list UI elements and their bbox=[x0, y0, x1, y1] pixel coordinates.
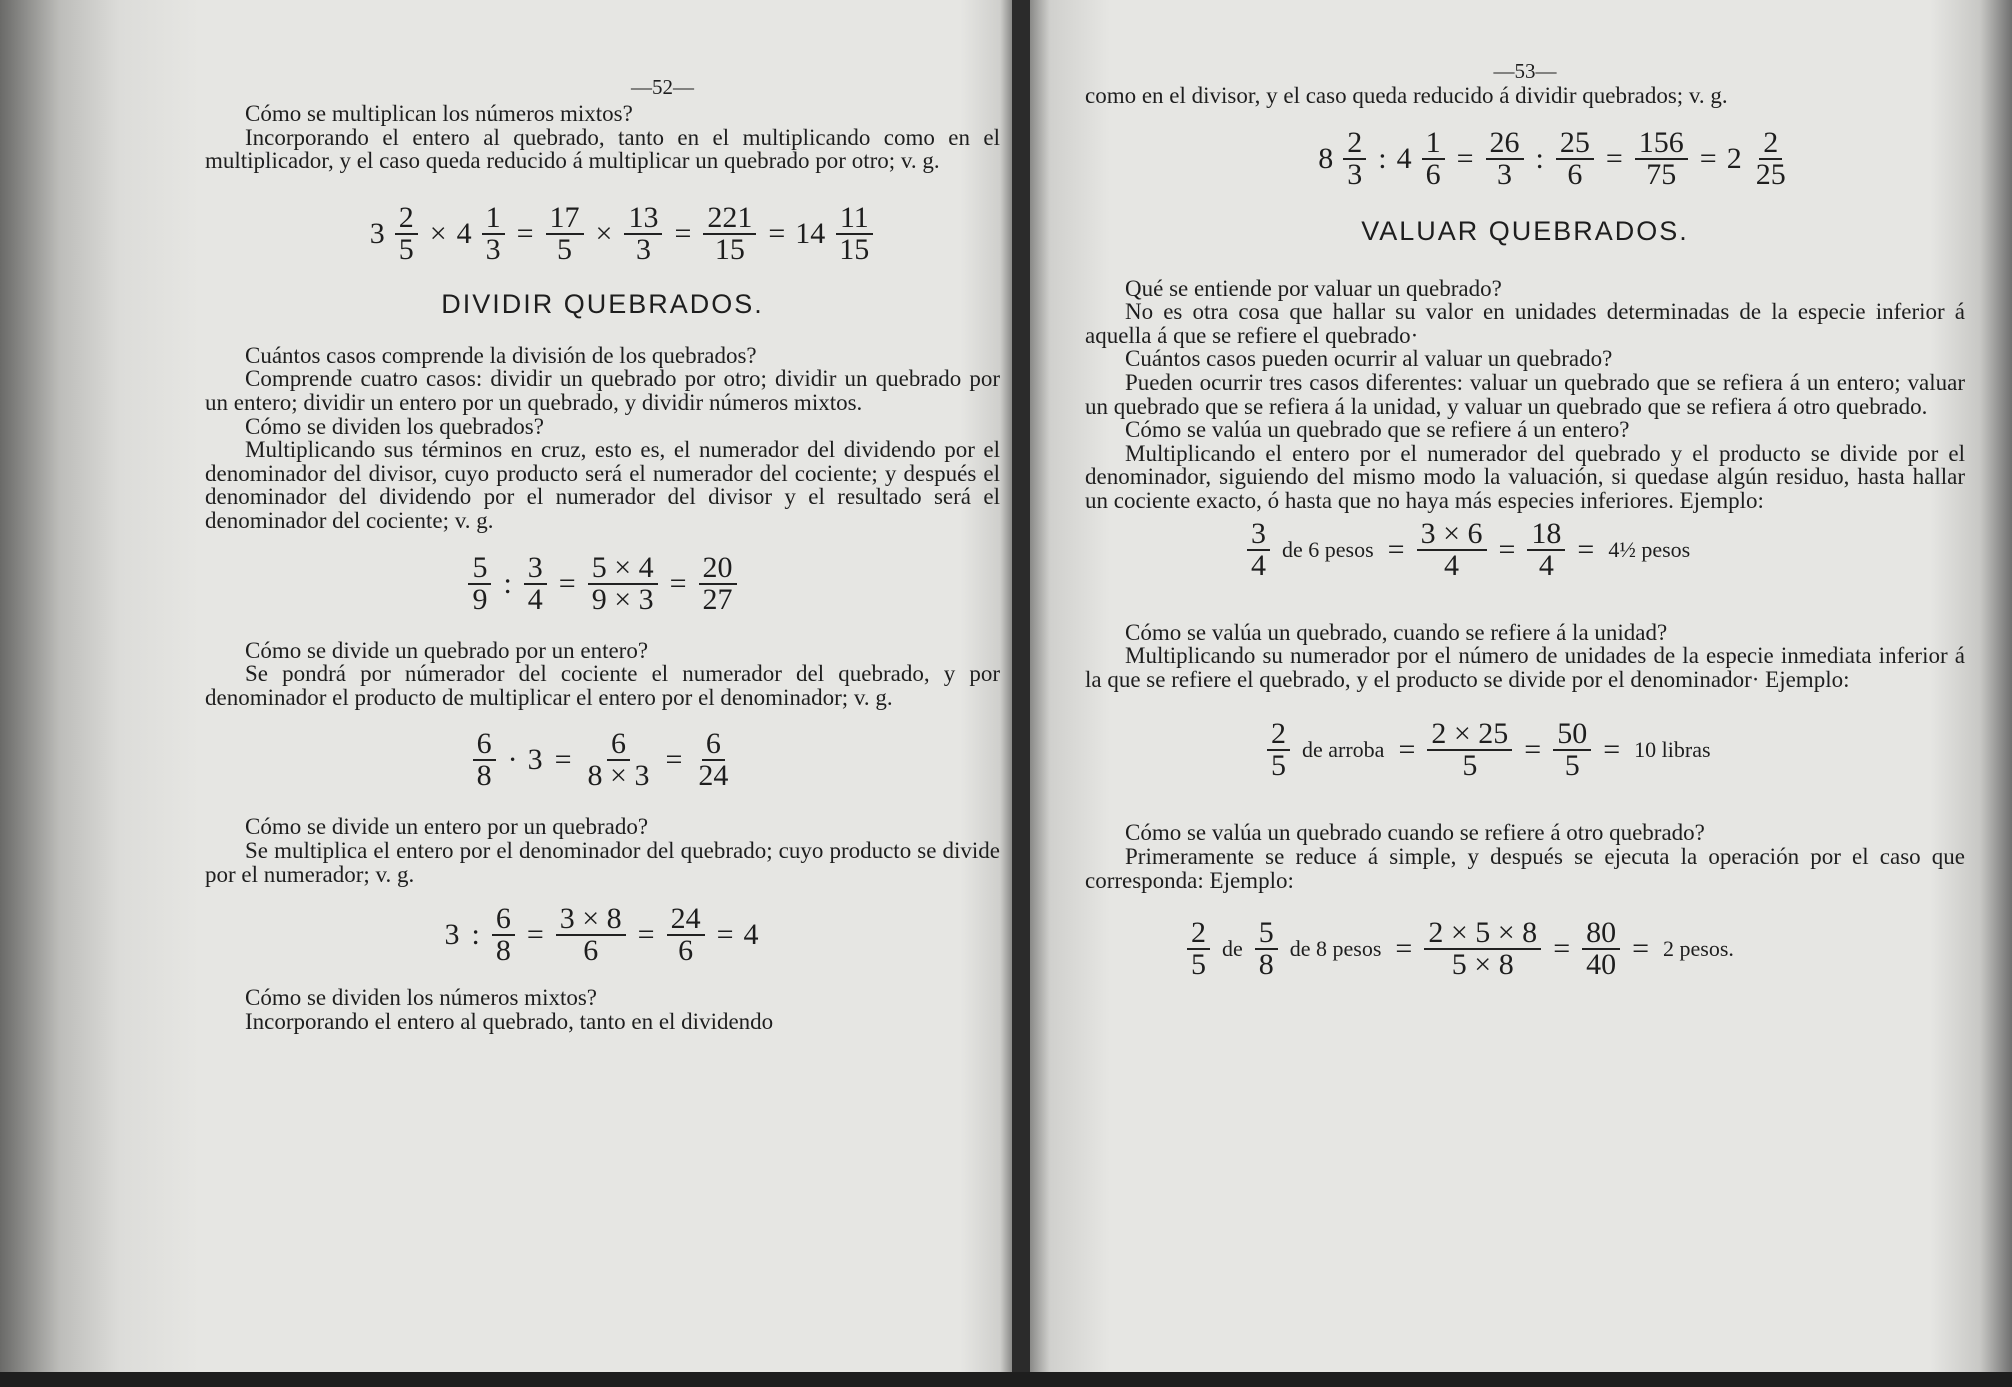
operator: = bbox=[1524, 733, 1542, 767]
question-division-cases: Cuántos casos comprende la división de los quebrados? bbox=[245, 342, 757, 368]
equation-divide-by-integer bbox=[205, 729, 1000, 791]
eq-term: 4 bbox=[743, 918, 759, 952]
answer-valuar-quebrado: Primeramente se reduce á simple, y después se ejecuta la operación por el caso que corresponda: Ejemplo: bbox=[1085, 843, 1965, 893]
fraction: $\frac{2}{5}$ bbox=[1185, 918, 1212, 980]
equation-divide-fractions bbox=[205, 550, 1000, 616]
operator: : bbox=[471, 918, 480, 952]
bottom-shadow bbox=[0, 1372, 2012, 1387]
fraction: $\frac{6}{8}$ bbox=[471, 729, 498, 791]
operator: : bbox=[1535, 141, 1544, 175]
right-page bbox=[1030, 0, 2012, 1387]
answer-valuar-cases: Pueden ocurrir tres casos diferentes: valuar un quebrado que se refiera á un entero; valuar un quebrado que se refiera á la unidad, y valuar un quebrado que se refiera á otro quebrado. bbox=[1085, 369, 1965, 419]
eq-term: de 8 pesos bbox=[1289, 936, 1382, 962]
fraction: $\frac{1}{3}$ bbox=[480, 203, 507, 265]
fraction: $\frac{2}{3}$ bbox=[1341, 128, 1368, 190]
fraction: $\frac{3}{4}$ bbox=[1245, 519, 1272, 581]
answer-valuar-unidad: Multiplicando su numerador por el número de unidades de la especie inmediata inferior á la que se refiere el quebrado, y el producto se divide por el denominador· Ejemplo: bbox=[1085, 643, 1965, 692]
equation-valuar-quebrado bbox=[1185, 918, 1965, 980]
operator: = bbox=[1553, 932, 1571, 966]
operator: = bbox=[716, 918, 734, 952]
equation-valuar-entero bbox=[1245, 516, 1965, 582]
equation-multiply-mixed bbox=[245, 200, 1000, 266]
fraction: $\frac{6}{8}$ bbox=[490, 904, 517, 966]
book-gutter bbox=[1012, 0, 1030, 1387]
equation-integer-by-fraction bbox=[205, 904, 1000, 966]
operator: = bbox=[516, 216, 534, 250]
fraction: $\frac{5 \times 4}{9 \times 3}$ bbox=[586, 553, 660, 615]
page-number-left: —52— bbox=[631, 75, 694, 99]
equation-valuar-unidad bbox=[1265, 719, 1965, 781]
equation-divide-mixed bbox=[1145, 125, 1965, 191]
fraction: $\frac{156}{75}$ bbox=[1633, 128, 1690, 190]
answer-integer-by-fraction: Se multiplica el entero por el denominador del quebrado; cuyo producto se divide por el numerador; v. g. bbox=[205, 837, 1000, 887]
fraction: $\frac{3}{4}$ bbox=[522, 553, 549, 615]
section-heading-valuar: VALUAR QUEBRADOS. bbox=[1361, 215, 1689, 246]
fraction: $\frac{50}{5}$ bbox=[1551, 719, 1593, 781]
question-divide-mixed: Cómo se dividen los números mixtos? bbox=[245, 985, 598, 1011]
fraction: $\frac{5}{9}$ bbox=[466, 553, 493, 615]
fraction: $\frac{20}{27}$ bbox=[697, 553, 739, 615]
operator: = bbox=[1498, 532, 1516, 566]
fraction: $\frac{2}{25}$ bbox=[1755, 125, 1786, 191]
operator: = bbox=[1603, 733, 1621, 767]
eq-term: 4 bbox=[1396, 141, 1412, 175]
answer-multiply-mixed: Incorporando el entero al quebrado, tanto en el multiplicando como en el multiplicador, y el caso queda reducido á multiplicar un quebrado por otro; v. g. bbox=[205, 124, 1000, 174]
eq-term: 3 bbox=[369, 216, 385, 250]
question-valuar-unidad: Cómo se valúa un quebrado, cuando se refiere á la unidad? bbox=[1125, 619, 1668, 645]
operator: = bbox=[1699, 141, 1717, 175]
fraction: $\frac{2 \times 5 \times 8}{5 \times 8}$ bbox=[1422, 918, 1543, 980]
operator: × bbox=[429, 216, 447, 250]
fraction: $\frac{17}{5}$ bbox=[544, 203, 586, 265]
eq-term: 4½ pesos bbox=[1608, 536, 1691, 562]
operator: = bbox=[669, 566, 687, 600]
page-number-right: —53— bbox=[1493, 59, 1557, 83]
question-divide-fractions: Cómo se dividen los quebrados? bbox=[245, 413, 544, 439]
fraction: $\frac{5}{8}$ bbox=[1253, 918, 1280, 980]
operator: = bbox=[1577, 532, 1595, 566]
answer-valuar-entero: Multiplicando el entero por el numerador del quebrado y el producto se divide por el denominador, siguiendo del mismo modo la valuación, si quedase algún residuo, hasta hallar un cociente exacto, ó hasta que no haya más especies inferiores. Ejemplo: bbox=[1085, 440, 1965, 513]
operator: = bbox=[1395, 932, 1413, 966]
eq-term: 4 bbox=[456, 216, 472, 250]
operator: = bbox=[1456, 141, 1474, 175]
eq-term: 8 bbox=[1318, 141, 1334, 175]
question-multiply-mixed: Cómo se multiplican los números mixtos? bbox=[245, 101, 633, 126]
continuation-divide-mixed: como en el divisor, y el caso queda reducido á dividir quebrados; v. g. bbox=[1085, 83, 1728, 108]
fraction: $\frac{2}{5}$ bbox=[393, 203, 420, 265]
fraction: $\frac{18}{4}$ bbox=[1525, 519, 1567, 581]
question-valuar-quebrado: Cómo se valúa un quebrado cuando se refiere á otro quebrado? bbox=[1125, 820, 1705, 846]
left-page-content bbox=[205, 0, 1000, 1033]
fraction: $\frac{1}{6}$ bbox=[1420, 128, 1447, 190]
eq-term: de arroba bbox=[1302, 737, 1385, 763]
operator: = bbox=[1398, 733, 1416, 767]
fraction: $\frac{6}{24}$ bbox=[698, 727, 729, 793]
question-valuar-entero: Cómo se valúa un quebrado que se refiere á un entero? bbox=[1125, 417, 1630, 443]
eq-term: de 6 pesos bbox=[1282, 536, 1374, 562]
answer-division-cases: Comprende cuatro casos: dividir un quebrado por otro; dividir un quebrado por un entero; dividir un entero por un quebrado, y dividir números mixtos. bbox=[205, 366, 1000, 415]
answer-divide-mixed: Incorporando el entero al quebrado, tanto en el dividendo bbox=[245, 1008, 774, 1034]
operator: : bbox=[503, 566, 512, 600]
eq-term: 2 bbox=[1726, 141, 1742, 175]
operator: · bbox=[507, 743, 518, 777]
question-valuar: Qué se entiende por valuar un quebrado? bbox=[1125, 275, 1502, 301]
fraction: $\frac{13}{3}$ bbox=[622, 203, 664, 265]
eq-term: 2 pesos. bbox=[1663, 936, 1734, 962]
answer-divide-fractions: Multiplicando sus términos en cruz, esto es, el numerador del dividendo por el denominador del divisor, cuyo producto será el numerador del cociente; y después el denominador del dividendo por el numerador del divisor y el resultado será el denominador del cociente; v. g. bbox=[205, 437, 1000, 533]
operator: = bbox=[1387, 532, 1405, 566]
operator: × bbox=[595, 216, 613, 250]
operator: = bbox=[665, 743, 683, 777]
question-divide-by-integer: Cómo se divide un quebrado por un entero? bbox=[245, 637, 649, 663]
right-page-content bbox=[1085, 0, 1965, 980]
fraction: $\frac{80}{40}$ bbox=[1580, 918, 1622, 980]
operator: : bbox=[1378, 141, 1387, 175]
fraction: $\frac{6}{8 \times 3}$ bbox=[587, 727, 650, 793]
eq-term: 3 bbox=[444, 918, 460, 952]
operator: = bbox=[558, 566, 576, 600]
operator: = bbox=[1632, 932, 1650, 966]
operator: = bbox=[768, 216, 786, 250]
fraction: $\frac{24}{6}$ bbox=[665, 904, 707, 966]
question-valuar-cases: Cuántos casos pueden ocurrir al valuar un quebrado? bbox=[1125, 346, 1613, 372]
fraction: $\frac{2 \times 25}{5}$ bbox=[1425, 719, 1514, 781]
operator: = bbox=[674, 216, 692, 250]
question-integer-by-fraction: Cómo se divide un entero por un quebrado? bbox=[245, 814, 649, 840]
operator: = bbox=[554, 743, 572, 777]
fraction: $\frac{221}{15}$ bbox=[701, 203, 758, 265]
operator: = bbox=[637, 918, 655, 952]
answer-divide-by-integer: Se pondrá por númerador del cociente el numerador del quebrado, y por denominador el producto de multiplicar el entero por el denominador; v. g. bbox=[205, 661, 1000, 710]
fraction: $\frac{26}{3}$ bbox=[1484, 128, 1526, 190]
eq-term: 14 bbox=[795, 216, 826, 250]
eq-term: 3 bbox=[527, 743, 543, 777]
eq-term: 10 libras bbox=[1634, 737, 1711, 763]
operator: = bbox=[1605, 141, 1623, 175]
fraction: $\frac{2}{5}$ bbox=[1265, 719, 1292, 781]
fraction: $\frac{3 \times 6}{4}$ bbox=[1415, 519, 1489, 581]
operator: = bbox=[526, 918, 544, 952]
fraction: $\frac{25}{6}$ bbox=[1554, 128, 1596, 190]
section-heading-dividir: DIVIDIR QUEBRADOS. bbox=[441, 288, 764, 319]
fraction: $\frac{11}{15}$ bbox=[833, 203, 875, 265]
answer-valuar: No es otra cosa que hallar su valor en unidades determinadas de la especie inferior á aquella á que se refiere el quebrado· bbox=[1085, 299, 1965, 348]
eq-term: de bbox=[1222, 936, 1243, 962]
fraction: $\frac{3 \times 8}{6}$ bbox=[554, 904, 628, 966]
